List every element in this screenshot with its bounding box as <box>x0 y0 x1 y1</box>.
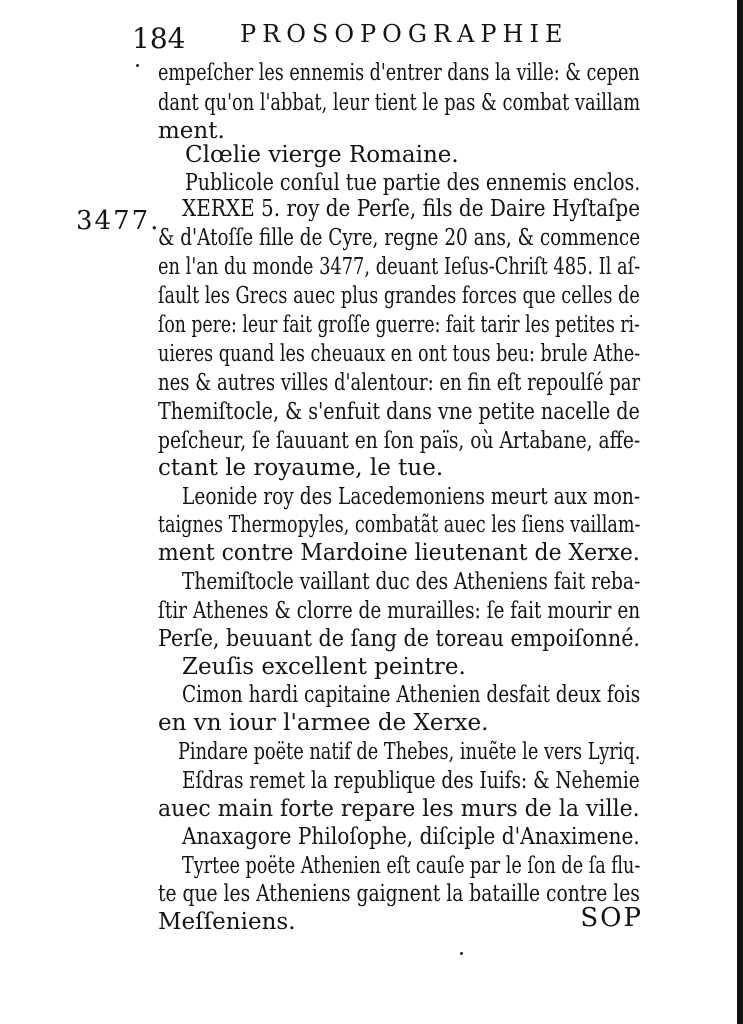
margin-date-note: 3477. <box>76 206 161 236</box>
text-line: Perſe, beuuant de ſang de toreau empoiſonné. <box>158 626 641 652</box>
text-line: ment contre Mardoine lieutenant de Xerxe. <box>158 540 640 566</box>
text-line: en l'an du monde 3477, deuant Ieſus-Chriſt 485. Il aſ- <box>158 254 641 280</box>
text-line: Tyrtee poëte Athenien eſt cauſe par le ſon de ſa flu- <box>182 853 641 879</box>
page-number: 184 <box>132 22 186 55</box>
text-line: peſcheur, ſe ſauuant en ſon païs, où Artabane, affe- <box>158 428 641 454</box>
text-line: & d'Atoſſe fille de Cyre, regne 20 ans, & commence <box>158 225 641 251</box>
catchword: SOP <box>580 903 643 933</box>
text-line: Zeuſis excellent peintre. <box>182 654 466 680</box>
text-line: taignes Thermopyles, combatãt auec les ſiens vaillam- <box>158 512 641 538</box>
text-line: nes & autres villes d'alentour: en fin eſt repoulſé par <box>158 370 641 396</box>
text-line: auec main forte repare les murs de la ville. <box>158 796 640 822</box>
text-line: ment. <box>158 118 225 144</box>
text-line: Themiſtocle, & s'enfuit dans vne petite nacelle de <box>158 399 640 425</box>
text-line: Themiſtocle vaillant duc des Atheniens fait reba- <box>182 569 641 595</box>
page-edge-shadow <box>737 0 743 1024</box>
text-line: Leonide roy des Lacedemoniens meurt aux mon- <box>182 484 641 510</box>
ink-speck <box>136 64 139 67</box>
running-title: PROSOPOGRAPHIE <box>240 20 569 48</box>
text-line: Clœlie vierge Romaine. <box>185 142 459 168</box>
text-line: ſtir Athenes & clorre de murailles: ſe fait mourir en <box>158 598 641 624</box>
text-line: Meſſeniens. <box>158 909 296 935</box>
text-line: Cimon hardi capitaine Athenien desfait deux fois <box>182 682 641 708</box>
text-line: empeſcher les ennemis d'entrer dans la ville: & cepen <box>158 60 640 86</box>
text-line: Eſdras remet la republique des Iuifs: & Nehemie <box>182 768 640 794</box>
text-line: XERXE 5. roy de Perſe, fils de Daire Hyſtaſpe <box>182 196 641 222</box>
text-line: ctant le royaume, le tue. <box>158 455 444 481</box>
text-line: en vn iour l'armee de Xerxe. <box>158 710 489 736</box>
text-line: ſault les Grecs auec plus grandes forces que celles de <box>158 283 640 309</box>
text-line: dant qu'on l'abbat, leur tient le pas & combat vaillam <box>158 90 641 116</box>
text-line: ſon pere: leur fait groſſe guerre: fait tarir les petites ri- <box>158 312 640 338</box>
ink-speck <box>460 952 463 955</box>
text-line: Pindare poëte natif de Thebes, inuẽte le vers Lyriq. <box>178 739 641 765</box>
text-line: te que les Atheniens gaignent la bataille contre les <box>158 881 640 907</box>
text-line: Publicole conſul tue partie des ennemis enclos. <box>185 170 641 196</box>
text-line: Anaxagore Philoſophe, diſciple d'Anaximene. <box>182 824 640 850</box>
text-line: uieres quand les cheuaux en ont tous beu: brule Athe- <box>158 341 641 367</box>
